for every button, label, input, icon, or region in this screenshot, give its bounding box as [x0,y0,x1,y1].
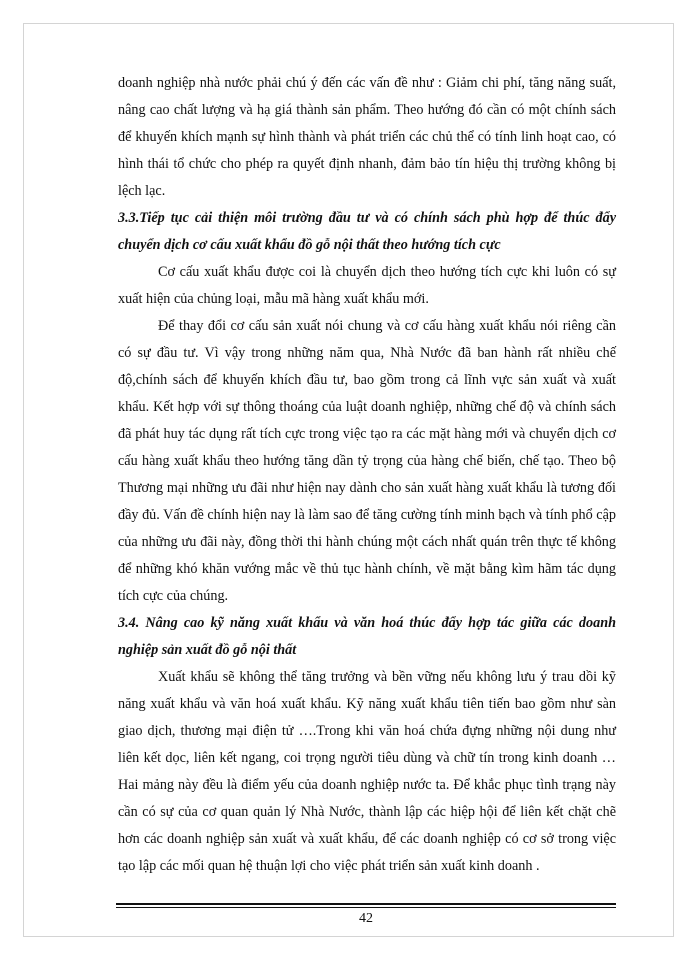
paragraph-export-skills: Xuất khẩu sẽ không thể tăng trưởng và bền vững nếu không lưu ý trau dồi kỹ năng xuất khẩu và văn hoá xuất khẩu. Kỹ năng xuất khẩu tiên tiến bao gồm như sàn giao dịch, thương mại điện tử ….Trong khi văn hoá chứa đựng những nội dung như liên kết dọc, liên kết ngang, coi trọng người tiêu dùng và chữ tín trong kinh doanh …Hai mảng này đều là điểm yếu của doanh nghiệp nước ta. Để khắc phục tình trạng này cần có sự của cơ quan quản lý Nhà Nước, thành lập các hiệp hội để liên kết chặt chẽ hơn các doanh nghiệp sản xuất và xuất khẩu, để các doanh nghiệp có cơ sở trong việc tạo lập các mối quan hệ thuận lợi cho việc phát triển sản xuất kinh doanh . [118,669,616,874]
footer-divider-thick [116,903,616,905]
footer-divider-thin [116,907,616,908]
paragraph-investment-policy: Để thay đổi cơ cấu sản xuất nói chung và cơ cấu hàng xuất khẩu nói riêng cần có sự đầu tư. Vì vậy trong những năm qua, Nhà Nước đã ban hành rất nhiều chế độ,chính sách để khuyến khích đầu tư, bao gồm trong cả lĩnh vực sản xuất và xuất khẩu. Kết hợp với sự thông thoáng của luật doanh nghiệp, những chế độ và chính sách đã phát huy tác dụng rất tích cực trong việc tạo ra các mặt hàng mới và chuyển dịch cơ cấu hàng xuất khẩu theo hướng tăng dần tỷ trọng của hàng chế biến, chế tạo. Theo bộ Thương mại những ưu đãi như hiện nay dành cho sản xuất hàng xuất khẩu là tương đối đầy đủ. Vấn đề chính hiện nay là làm sao để tăng cường tính minh bạch và tính phổ cập của những ưu đãi này, đồng thời thi hành chúng một cách nhất quán trên thực tế không để những khó khăn vướng mắc về thủ tục hành chính, về mặt bằng kìm hãm tác dụng tích cực của chúng. [118,318,616,604]
paragraph-export-structure: Cơ cấu xuất khẩu được coi là chuyển dịch theo hướng tích cực khi luôn có sự xuất hiện của chủng loại, mẫu mã hàng xuất khẩu mới. [118,264,616,307]
paragraph-continuation: doanh nghiệp nhà nước phải chú ý đến các vấn đề như : Giảm chi phí, tăng năng suất, nâng cao chất lượng và hạ giá thành sản phẩm. Theo hướng đó cần có một chính sách để khuyến khích mạnh sự hình thành và phát triển các chủ thể có tính linh hoạt cao, có hình thái tổ chức cho phép ra quyết định nhanh, đảm bảo tín hiệu thị trường không bị lệch lạc. [118,75,616,199]
section-heading-3-3: 3.3.Tiếp tục cải thiện môi trường đầu tư và có chính sách phù hợp để thúc đẩy chuyển dịch cơ cấu xuất khẩu đồ gỗ nội thất theo hướng tích cực [118,210,616,253]
section-heading-3-4: 3.4. Nâng cao kỹ năng xuất khẩu và văn hoá thúc đẩy hợp tác giữa các doanh nghiệp sản xuất đồ gỗ nội thất [118,615,616,658]
page-content [118,70,616,880]
page-number: 42 [359,911,373,926]
